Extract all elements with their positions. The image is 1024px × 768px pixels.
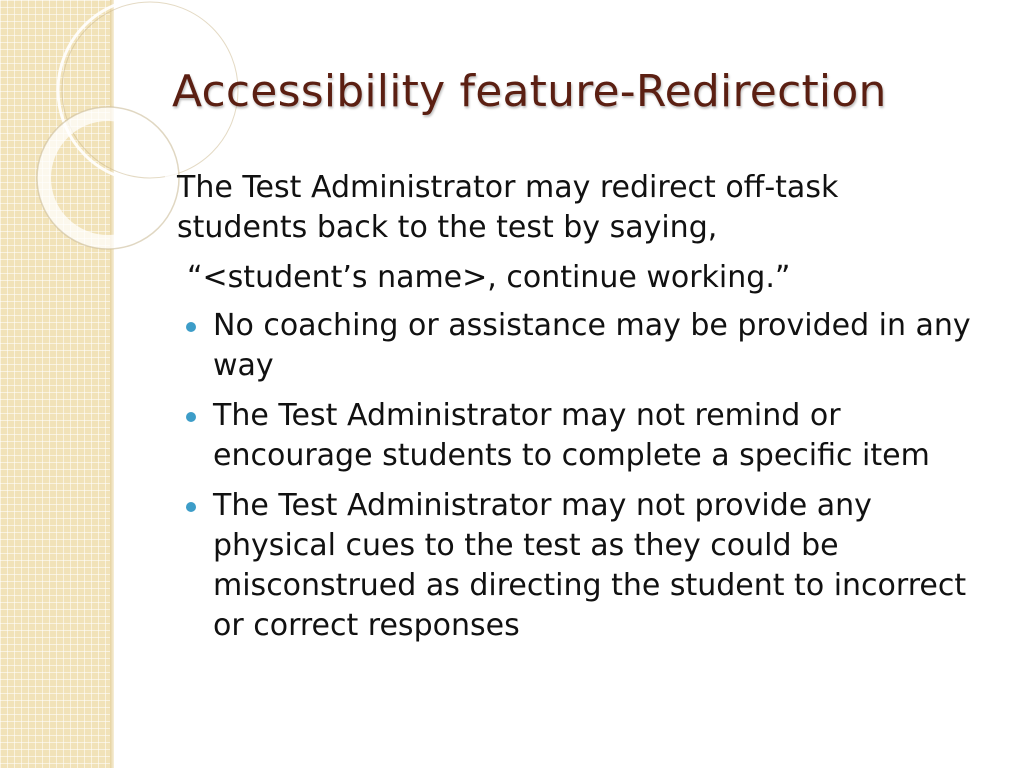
slide-title: Accessibility feature-Redirection — [172, 66, 887, 117]
decorative-circles — [0, 0, 200, 260]
bullet-text: The Test Administrator may not remind or encourage students to complete a specific item — [213, 398, 930, 473]
bullet-item — [177, 306, 977, 386]
bullet-dot-icon — [186, 502, 196, 512]
bullet-dot-icon — [186, 412, 196, 422]
bullet-text: No coaching or assistance may be provided in any way — [213, 308, 971, 383]
bullet-item — [177, 486, 977, 646]
bullet-dot-icon — [186, 322, 196, 332]
bullet-list — [177, 306, 977, 646]
quote-paragraph: “<student’s name>, continue working.” — [187, 260, 791, 295]
slide-body — [177, 168, 977, 656]
intro-paragraph: The Test Administrator may redirect off-task students back to the test by saying, — [177, 170, 839, 245]
bullet-text: The Test Administrator may not provide any physical cues to the test as they could be misconstrued as directing the student to incorrect or correct responses — [213, 488, 967, 643]
bullet-item — [177, 396, 977, 476]
